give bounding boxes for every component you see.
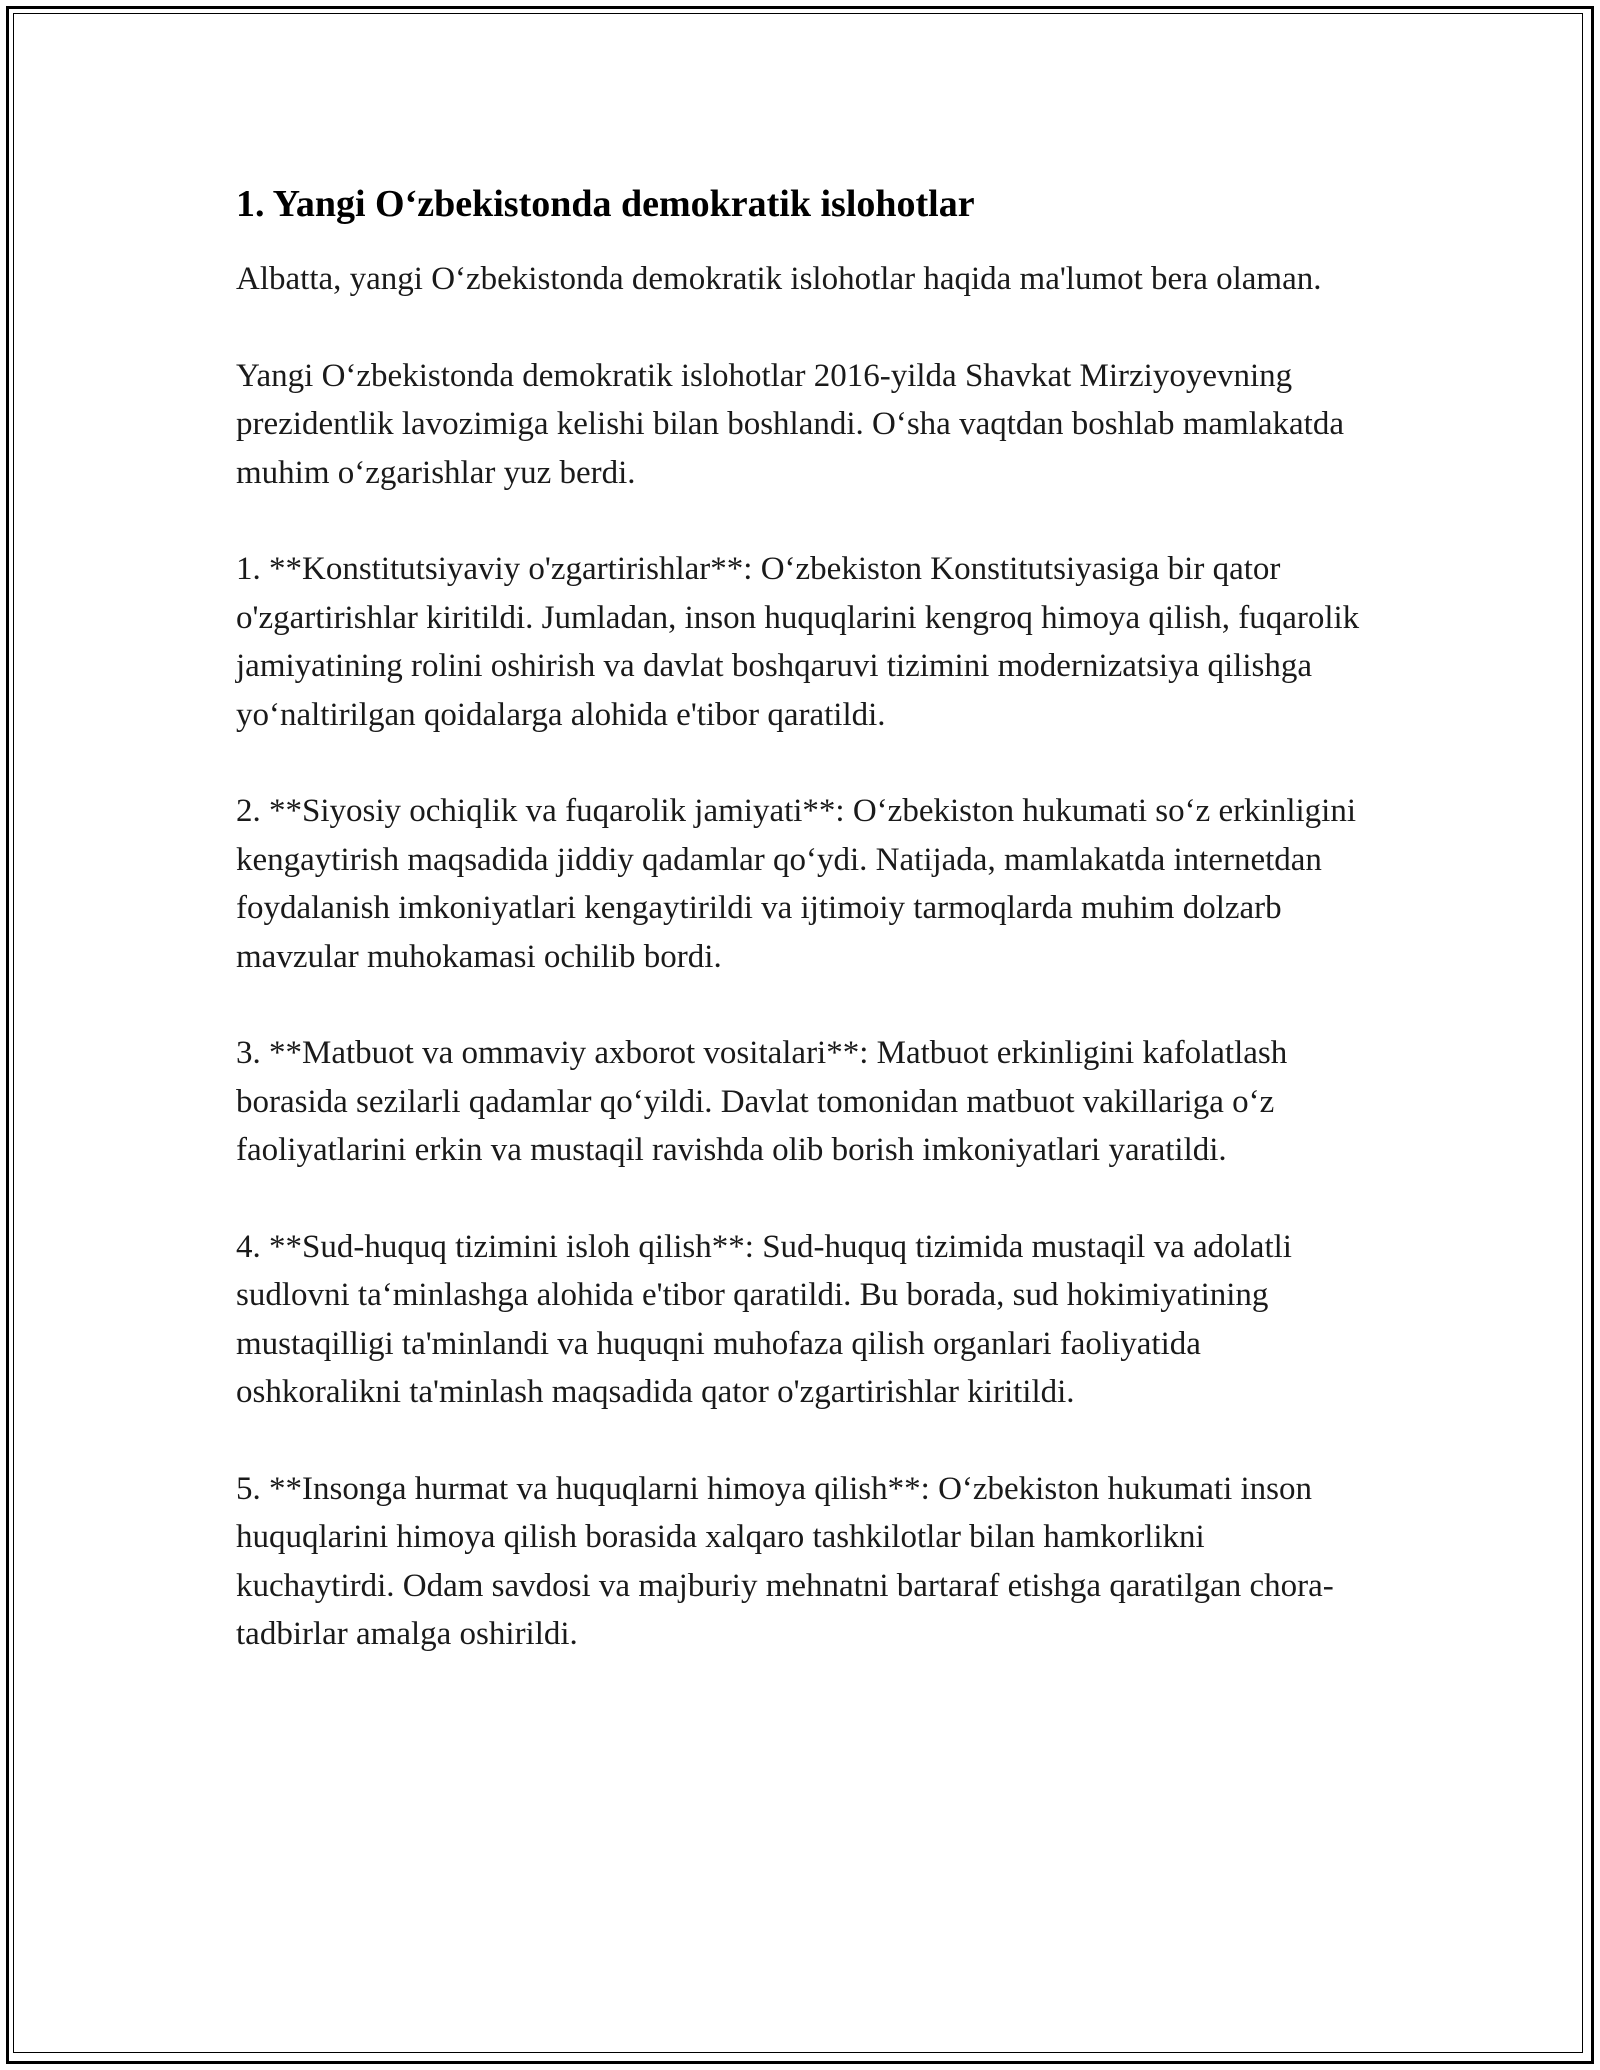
paragraph-item-5: 5. **Insonga hurmat va huquqlarni himoya qilish**: O‘zbekiston hukumati inson huquqlarini himoya qilish borasida xalqaro tashkilotlar bilan hamkorlikni kuchaytirdi. Odam savdosi va majburiy mehnatni bartaraf etishga qaratilgan chora-tadbirlar amalga oshirildi. xyxy=(236,1470,1334,1653)
paragraph-item-4: 4. **Sud-huquq tizimini isloh qilish**: Sud-huquq tizimida mustaqil va adolatli sudlovni ta‘minlashga alohida e'tibor qaratildi. Bu borada, sud hokimiyatining mustaqilligi ta'minlandi va huquqni muhofaza qilish organlari faoliyatida oshkoralikni ta'minlash maqsadida qator o'zgartirishlar kiritildi. xyxy=(236,1228,1292,1411)
document-heading: 1. Yangi O‘zbekistonda demokratik islohotlar xyxy=(236,183,975,225)
paragraph-overview: Yangi O‘zbekistonda demokratik islohotlar 2016-yilda Shavkat Mirziyoyevning prezidentlik lavozimiga kelishi bilan boshlandi. O‘sha vaqtdan boshlab mamlakatda muhim o‘zgarishlar yuz berdi. xyxy=(236,357,1344,491)
paragraph-intro: Albatta, yangi O‘zbekistonda demokratik islohotlar haqida ma'lumot bera olaman. xyxy=(236,261,1322,298)
paragraph-item-1: 1. **Konstitutsiyaviy o'zgartirishlar**: O‘zbekiston Konstitutsiyasiga bir qator o'zgartirishlar kiritildi. Jumladan, inson huquqlarini kengroq himoya qilish, fuqarolik jamiyatining rolini oshirish va davlat boshqaruvi tizimini modernizatsiya qilishga yo‘naltirilgan qoidalarga alohida e'tibor qaratildi. xyxy=(236,551,1360,733)
document-body xyxy=(236,180,1366,1707)
paragraph-item-2: 2. **Siyosiy ochiqlik va fuqarolik jamiyati**: O‘zbekiston hukumati so‘z erkinligini kengaytirish maqsadida jiddiy qadamlar qo‘ydi. Natijada, mamlakatda internetdan foydalanish imkoniyatlari kengaytirildi va ijtimoiy tarmoqlarda muhim dolzarb mavzular muhokamasi ochilib bordi. xyxy=(236,793,1357,975)
paragraph-item-3: 3. **Matbuot va ommaviy axborot vositalari**: Matbuot erkinligini kafolatlash borasida sezilarli qadamlar qo‘yildi. Davlat tomonidan matbuot vakillariga o‘z faoliyatlarini erkin va mustaqil ravishda olib borish imkoniyatlari yaratildi. xyxy=(236,1035,1288,1169)
